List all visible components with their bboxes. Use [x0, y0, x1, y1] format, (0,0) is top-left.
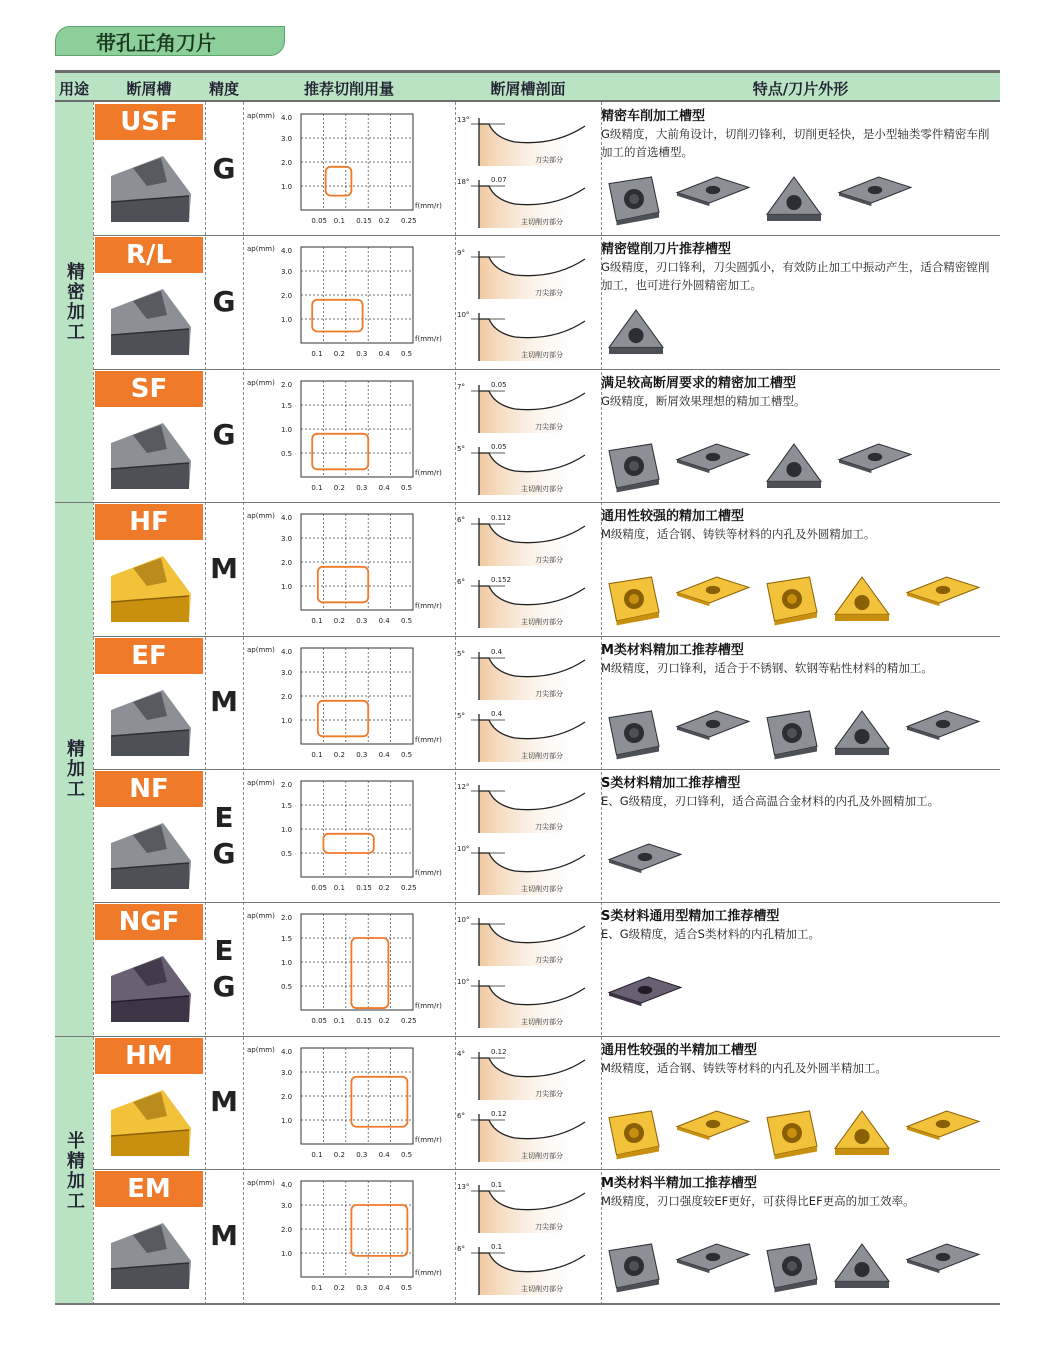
y-tick-label: 2.0: [281, 1226, 293, 1235]
triangle-insert-icon: [835, 1244, 889, 1288]
rake-angle-label: 13°: [457, 116, 470, 124]
y-tick-label: 4.0: [281, 1047, 293, 1056]
y-tick-label: 1.0: [281, 826, 293, 834]
land-width-label: 0.12: [491, 1109, 507, 1118]
x-tick-label: 0.4: [378, 617, 390, 626]
x-tick-label: 0.2: [378, 884, 390, 892]
tip-part-label: 刀尖部分: [535, 156, 563, 164]
rhombus-insert-icon: [677, 1244, 749, 1273]
insert-image: [103, 146, 195, 228]
rake-angle-label: 10°: [457, 978, 470, 987]
x-tick-label: 0.4: [378, 483, 390, 492]
f-axis-label: f(mm/r): [415, 735, 442, 744]
y-tick-label: 2.0: [281, 380, 293, 389]
header-precision: 精度: [208, 79, 239, 98]
insert-table: [55, 70, 1000, 1305]
land-width-label: 0.4: [491, 709, 503, 718]
tip-part-label: 刀尖部分: [535, 289, 563, 298]
x-tick-label: 0.2: [333, 350, 345, 359]
feature-description: G级精度，大前角设计，切削刃锋利，切削更轻快，是小型轴类零件精密车削加工的首选槽型。: [601, 127, 990, 159]
y-tick-label: 4.0: [281, 247, 293, 256]
x-tick-label: 0.4: [378, 1150, 390, 1159]
tip-part-label: 刀尖部分: [535, 556, 563, 565]
x-tick-label: 0.5: [401, 1284, 413, 1293]
recommended-zone: [318, 567, 368, 603]
cutting-params-chart: [243, 904, 455, 1034]
cutting-params-chart: [243, 104, 455, 234]
y-tick-label: 3.0: [281, 135, 293, 143]
f-axis-label: f(mm/r): [415, 468, 442, 477]
chipbreaker-code: EM: [95, 1171, 203, 1207]
y-tick-label: 4.0: [281, 514, 293, 523]
tip-part-label: 刀尖部分: [535, 1089, 563, 1098]
main-edge-label: 主切削刃部分: [521, 218, 563, 226]
header-section: 断屑槽剖面: [490, 79, 566, 98]
chipbreaker-section: [455, 237, 599, 367]
x-tick-label: 0.3: [356, 617, 368, 626]
precision-grade: M: [210, 685, 238, 719]
cutting-params-chart: [243, 1038, 455, 1168]
header-chipbreaker: 断屑槽: [126, 79, 172, 98]
features-cell: [601, 1036, 1000, 1169]
land-width-label: 0.05: [491, 380, 507, 389]
tip-part-label: 刀尖部分: [535, 689, 563, 698]
feature-title: M类材料精加工推荐槽型: [601, 642, 744, 658]
feature-title: 满足较高断屑要求的精密加工槽型: [601, 375, 797, 391]
triangle-insert-icon: [835, 1111, 889, 1155]
square-insert-icon: [609, 1244, 659, 1292]
table-row: [93, 1169, 1000, 1302]
rake-angle-label: 13°: [457, 1183, 470, 1192]
chipbreaker-code: NGF: [95, 904, 203, 940]
rhombus-insert-icon: [677, 444, 749, 473]
x-tick-label: 0.1: [311, 1284, 323, 1293]
table-row: [93, 636, 1000, 769]
precision-grade: G: [212, 284, 236, 318]
y-tick-label: 1.0: [281, 716, 293, 725]
rake-angle-label: 5°: [457, 649, 465, 658]
x-tick-label: 0.05: [311, 884, 327, 892]
chipbreaker-code: HM: [95, 1038, 203, 1074]
f-axis-label: f(mm/r): [415, 1269, 442, 1278]
ap-axis-label: ap(mm): [247, 112, 275, 120]
table-row: [93, 235, 1000, 368]
x-tick-label: 0.05: [311, 1017, 327, 1026]
features-cell: [601, 902, 1000, 1035]
rake-angle-label: 12°: [457, 783, 470, 791]
y-tick-label: 1.0: [281, 1116, 293, 1125]
rhombus-insert-icon: [677, 1111, 749, 1140]
recommended-zone: [326, 167, 352, 196]
precision-grade: G: [212, 151, 236, 185]
rhombus-insert-icon: [907, 1244, 979, 1273]
main-edge-label: 主切削刃部分: [521, 351, 563, 360]
x-tick-label: 0.5: [401, 350, 413, 359]
feature-title: S类材料精加工推荐槽型: [601, 776, 741, 791]
y-tick-label: 3.0: [281, 268, 293, 277]
square-insert-icon: [767, 1111, 817, 1159]
chipbreaker-section: [455, 771, 599, 901]
insert-image: [103, 1080, 195, 1162]
recommended-zone: [318, 700, 368, 736]
table-row: [93, 1036, 1000, 1169]
rhombus-insert-icon: [839, 177, 911, 206]
rake-angle-label: 6°: [457, 578, 465, 587]
land-width-label: 0.12: [491, 1047, 507, 1056]
chipbreaker-section: [455, 904, 599, 1034]
square-insert-icon: [609, 444, 659, 492]
precision-grade: M: [210, 1218, 238, 1252]
main-edge-label: 主切削刃部分: [521, 751, 563, 760]
features-cell: [601, 369, 1000, 502]
y-tick-label: 4.0: [281, 114, 293, 122]
insert-image: [103, 680, 195, 762]
rake-angle-label: 7°: [457, 382, 465, 391]
group-semi-finishing: 半精加工: [55, 1036, 93, 1305]
rake-angle-label: 18°: [457, 178, 470, 186]
square-insert-icon: [609, 577, 659, 625]
features-cell: [601, 636, 1000, 769]
x-tick-label: 0.15: [356, 1017, 372, 1026]
x-tick-label: 0.1: [311, 750, 323, 759]
features-cell: [601, 769, 1000, 902]
y-tick-label: 1.0: [281, 183, 293, 191]
header-usage: 用途: [58, 79, 89, 98]
group-finishing: 精加工: [55, 502, 93, 1036]
land-width-label: 0.07: [491, 176, 507, 184]
insert-image: [103, 1213, 195, 1295]
table-row: [93, 102, 1000, 235]
cutting-params-chart: [243, 638, 455, 768]
rhombus-insert-icon: [677, 177, 749, 206]
square-insert-icon: [609, 711, 659, 759]
chipbreaker-code: EF: [95, 638, 203, 674]
feature-title: 通用性较强的半精加工槽型: [601, 1042, 758, 1058]
feature-description: M级精度，刃口锋利，适合于不锈钢、软钢等粘性材料的精加工。: [601, 660, 933, 675]
x-tick-label: 0.2: [333, 1284, 345, 1293]
feature-title: 精密镗削刀片推荐槽型: [601, 242, 732, 258]
insert-image: [103, 413, 195, 495]
insert-image: [103, 279, 195, 361]
rake-angle-label: 5°: [457, 444, 465, 453]
feature-description: E、G级精度，刃口锋利，适合高温合金材料的内孔及外圆精加工。: [601, 794, 940, 808]
ap-axis-label: ap(mm): [247, 1179, 275, 1188]
x-tick-label: 0.15: [356, 884, 372, 892]
chipbreaker-section: [455, 104, 599, 234]
x-tick-label: 0.3: [356, 1284, 368, 1293]
x-tick-label: 0.2: [333, 1150, 345, 1159]
rake-angle-label: 6°: [457, 516, 465, 525]
rhombus-insert-icon: [677, 577, 749, 606]
ap-axis-label: ap(mm): [247, 245, 275, 254]
x-tick-label: 0.1: [311, 1150, 323, 1159]
precision-grade: M: [210, 1085, 238, 1119]
x-tick-label: 0.4: [378, 1284, 390, 1293]
square-insert-icon: [767, 577, 817, 625]
feature-title: 精密车削加工槽型: [601, 109, 706, 124]
main-edge-label: 主切削刃部分: [521, 1151, 563, 1160]
rhombus-insert-icon: [677, 711, 749, 740]
y-tick-label: 1.0: [281, 425, 293, 434]
x-tick-label: 0.4: [378, 350, 390, 359]
precision-grade: G: [212, 418, 236, 452]
x-tick-label: 0.2: [333, 750, 345, 759]
insert-image: [103, 946, 195, 1028]
y-tick-label: 2.0: [281, 559, 293, 568]
ap-axis-label: ap(mm): [247, 779, 275, 787]
y-tick-label: 2.0: [281, 914, 293, 923]
f-axis-label: f(mm/r): [415, 1135, 442, 1144]
rake-angle-label: 6°: [457, 1245, 465, 1254]
x-tick-label: 0.2: [378, 217, 390, 225]
recommended-zone: [312, 300, 362, 332]
recommended-zone: [351, 938, 388, 1008]
feature-title: M类材料半精加工推荐槽型: [601, 1176, 757, 1192]
chipbreaker-code: SF: [95, 371, 203, 407]
header-features: 特点/刀片外形: [752, 79, 849, 98]
feature-title: S类材料通用型精加工推荐槽型: [601, 909, 780, 925]
insert-shapes: [605, 440, 995, 494]
page-title: 带孔正角刀片: [55, 26, 285, 56]
rake-angle-label: 10°: [457, 916, 470, 925]
features-cell: [601, 502, 1000, 635]
x-tick-label: 0.1: [333, 1017, 345, 1026]
square-insert-icon: [767, 711, 817, 759]
triangle-insert-icon: [835, 577, 889, 621]
recommended-zone: [312, 434, 368, 470]
chipbreaker-section: [455, 1038, 599, 1168]
x-tick-label: 0.1: [311, 617, 323, 626]
cutting-params-chart: [243, 504, 455, 634]
square-insert-icon: [609, 1111, 659, 1159]
insert-image: [103, 813, 195, 895]
rake-angle-label: 5°: [457, 711, 465, 720]
land-width-label: 0.1: [491, 1181, 503, 1190]
land-width-label: 0.152: [491, 576, 512, 585]
f-axis-label: f(mm/r): [415, 202, 442, 210]
y-tick-label: 3.0: [281, 668, 293, 677]
chipbreaker-code: HF: [95, 504, 203, 540]
feature-description: G级精度，断屑效果理想的精加工槽型。: [601, 393, 806, 408]
main-edge-label: 主切削刃部分: [521, 1018, 563, 1027]
y-tick-label: 3.0: [281, 1202, 293, 1211]
x-tick-label: 0.5: [401, 617, 413, 626]
rake-angle-label: 10°: [457, 311, 470, 320]
rhombus-insert-icon: [609, 977, 681, 1006]
f-axis-label: f(mm/r): [415, 602, 442, 611]
cutting-params-chart: [243, 1171, 455, 1301]
x-tick-label: 0.2: [378, 1017, 390, 1026]
x-tick-label: 0.05: [311, 217, 327, 225]
y-tick-label: 1.0: [281, 583, 293, 592]
features-cell: [601, 102, 1000, 235]
ap-axis-label: ap(mm): [247, 645, 275, 654]
feature-description: M级精度，适合钢、铸铁等材料的内孔及外圆半精加工。: [601, 1060, 887, 1075]
feature-description: M级精度，适合钢、铸铁等材料的内孔及外圆精加工。: [601, 527, 876, 542]
land-width-label: 0.05: [491, 442, 507, 451]
rhombus-insert-icon: [609, 844, 681, 873]
header-cutting-params: 推荐切削用量: [303, 79, 394, 98]
main-edge-label: 主切削刃部分: [521, 484, 563, 493]
chipbreaker-section: [455, 371, 599, 501]
x-tick-label: 0.1: [333, 217, 345, 225]
x-tick-label: 0.25: [401, 884, 417, 892]
feature-description: M级精度，刃口强度较EF更好，可获得比EF更高的加工效率。: [601, 1194, 915, 1209]
table-row: [93, 369, 1000, 502]
x-tick-label: 0.1: [311, 483, 323, 492]
insert-shapes: [605, 707, 995, 761]
x-tick-label: 0.2: [333, 617, 345, 626]
insert-shapes: [605, 306, 995, 360]
y-tick-label: 4.0: [281, 647, 293, 656]
rake-angle-label: 6°: [457, 1111, 465, 1120]
triangle-insert-icon: [609, 310, 663, 354]
tip-part-label: 刀尖部分: [535, 422, 563, 431]
rhombus-insert-icon: [907, 1111, 979, 1140]
precision-grade: E G: [212, 800, 236, 870]
x-tick-label: 0.3: [356, 483, 368, 492]
x-tick-label: 0.5: [401, 750, 413, 759]
ap-axis-label: ap(mm): [247, 912, 275, 921]
y-tick-label: 1.5: [281, 401, 293, 410]
chipbreaker-section: [455, 1171, 599, 1301]
insert-shapes: [605, 1107, 995, 1161]
chipbreaker-code: NF: [95, 771, 203, 807]
y-tick-label: 2.0: [281, 1092, 293, 1101]
main-edge-label: 主切削刃部分: [521, 1285, 563, 1294]
land-width-label: 0.112: [491, 514, 512, 523]
tip-part-label: 刀尖部分: [535, 823, 563, 831]
cutting-params-chart: [243, 237, 455, 367]
square-insert-icon: [767, 1244, 817, 1292]
tip-part-label: 刀尖部分: [535, 1223, 563, 1232]
triangle-insert-icon: [767, 177, 821, 221]
precision-grade: M: [210, 551, 238, 585]
table-header: [55, 70, 1000, 102]
insert-shapes: [605, 1240, 995, 1294]
table-row: [93, 502, 1000, 635]
square-insert-icon: [609, 177, 659, 225]
x-tick-label: 0.5: [401, 483, 413, 492]
recommended-zone: [351, 1205, 407, 1256]
rhombus-insert-icon: [907, 711, 979, 740]
x-tick-label: 0.2: [333, 483, 345, 492]
chipbreaker-section: [455, 638, 599, 768]
chipbreaker-code: R/L: [95, 237, 203, 273]
y-tick-label: 0.5: [281, 983, 293, 992]
y-tick-label: 0.5: [281, 449, 293, 458]
rhombus-insert-icon: [839, 444, 911, 473]
x-tick-label: 0.1: [333, 884, 345, 892]
x-tick-label: 0.1: [311, 350, 323, 359]
x-tick-label: 0.5: [401, 1150, 413, 1159]
ap-axis-label: ap(mm): [247, 512, 275, 521]
y-tick-label: 3.0: [281, 535, 293, 544]
y-tick-label: 1.5: [281, 935, 293, 944]
rake-angle-label: 9°: [457, 249, 465, 258]
table-row: [93, 902, 1000, 1035]
insert-shapes: [605, 973, 995, 1027]
insert-shapes: [605, 840, 995, 894]
insert-shapes: [605, 573, 995, 627]
y-tick-label: 2.0: [281, 292, 293, 301]
x-tick-label: 0.4: [378, 750, 390, 759]
f-axis-label: f(mm/r): [415, 869, 442, 877]
f-axis-label: f(mm/r): [415, 335, 442, 344]
triangle-insert-icon: [835, 711, 889, 755]
y-tick-label: 3.0: [281, 1068, 293, 1077]
cutting-params-chart: [243, 371, 455, 501]
y-tick-label: 2.0: [281, 781, 293, 789]
insert-image: [103, 546, 195, 628]
main-edge-label: 主切削刃部分: [521, 885, 563, 893]
table-row: [93, 769, 1000, 902]
ap-axis-label: ap(mm): [247, 378, 275, 387]
y-tick-label: 1.0: [281, 316, 293, 325]
features-cell: [601, 235, 1000, 368]
rhombus-insert-icon: [907, 577, 979, 606]
y-tick-label: 2.0: [281, 692, 293, 701]
x-tick-label: 0.15: [356, 217, 372, 225]
x-tick-label: 0.25: [401, 1017, 417, 1026]
x-tick-label: 0.25: [401, 217, 417, 225]
main-edge-label: 主切削刃部分: [521, 618, 563, 627]
y-tick-label: 1.5: [281, 802, 293, 810]
x-tick-label: 0.3: [356, 1150, 368, 1159]
feature-description: G级精度，刃口锋利，刀尖圆弧小，有效防止加工中振动产生，适合精密镗削加工，也可进行外圆精密加工。: [601, 260, 990, 293]
features-cell: [601, 1169, 1000, 1302]
land-width-label: 0.1: [491, 1243, 503, 1252]
rake-angle-label: 4°: [457, 1049, 465, 1058]
y-tick-label: 4.0: [281, 1181, 293, 1190]
tip-part-label: 刀尖部分: [535, 956, 563, 965]
land-width-label: 0.4: [491, 647, 503, 656]
insert-shapes: [605, 173, 995, 227]
f-axis-label: f(mm/r): [415, 1002, 442, 1011]
feature-description: E、G级精度，适合S类材料的内孔精加工。: [601, 927, 820, 942]
y-tick-label: 1.0: [281, 1250, 293, 1259]
recommended-zone: [351, 1077, 407, 1127]
chipbreaker-section: [455, 504, 599, 634]
chipbreaker-code: USF: [95, 104, 203, 140]
x-tick-label: 0.3: [356, 350, 368, 359]
y-tick-label: 2.0: [281, 159, 293, 167]
x-tick-label: 0.3: [356, 750, 368, 759]
recommended-zone: [323, 834, 373, 853]
ap-axis-label: ap(mm): [247, 1045, 275, 1054]
feature-title: 通用性较强的精加工槽型: [601, 509, 745, 525]
y-tick-label: 1.0: [281, 959, 293, 968]
cutting-params-chart: [243, 771, 455, 901]
precision-grade: E G: [212, 933, 236, 1003]
y-tick-label: 0.5: [281, 850, 293, 858]
group-precision-machining: 精密加工: [55, 102, 93, 502]
triangle-insert-icon: [767, 444, 821, 488]
rake-angle-label: 10°: [457, 845, 470, 853]
